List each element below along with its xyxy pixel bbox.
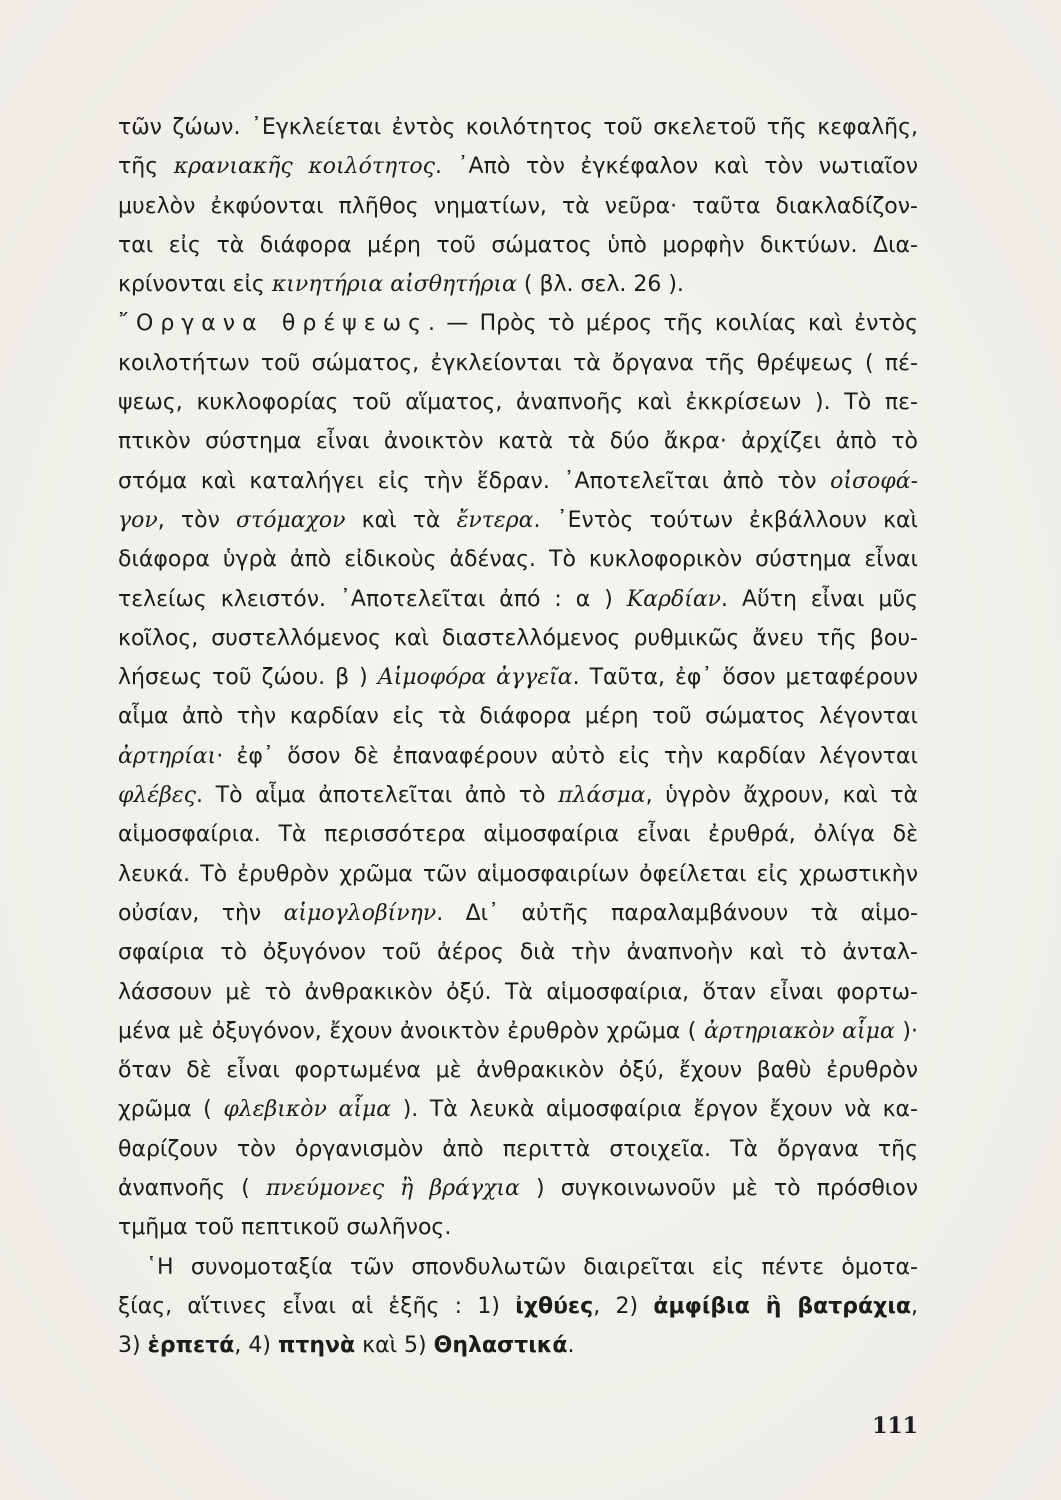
- text-line: λήσεως τοῦ ζώου. β ) Αἱμοφόρα ἀγγεῖα. Ταῦτα, ἐφ᾿ ὅσον μεταφέρουν: [118, 665, 918, 691]
- text-line: ται εἰς τὰ διάφορα μέρη τοῦ σώματος ὑπὸ μορφὴν δικτύων. Δια-: [118, 232, 918, 258]
- text-line: γον, τὸν στόμαχον καὶ τὰ ἔντερα. ᾿Εντὸς τούτων ἐκβάλλουν καὶ: [118, 507, 918, 533]
- term-arterial-blood: ἀρτηριακὸν αἷμα: [703, 1018, 895, 1044]
- term-blood-vessels: Αἱμοφόρα ἀγγεῖα: [377, 665, 573, 691]
- text-line: ἀναπνοῆς ( πνεύμονες ἢ βράγχια ) συγκοινωνοῦν μὲ τὸ πρόσθιον: [118, 1176, 918, 1202]
- term-motor-sensory: κινητήρια αἰσθητήρια: [271, 272, 517, 298]
- section-heading-line: ῎Οργανα θρέψεως. — Πρὸς τὸ μέρος τῆς κοιλίας καὶ ἐντὸς: [118, 311, 918, 337]
- text-line: μένα μὲ ὀξυγόνον, ἔχουν ἀνοικτὸν ἐρυθρὸν χρῶμα ( ἀρτηριακὸν αἷμα )·: [118, 1018, 918, 1044]
- text-line: λευκά. Τὸ ἐρυθρὸν χρῶμα τῶν αἱμοσφαιρίων ὀφείλεται εἰς χρωστικὴν: [118, 861, 918, 887]
- term-plasma: πλάσμα: [558, 783, 646, 809]
- text-line: διάφορα ὑγρὰ ἀπὸ εἰδικοὺς ἀδένας. Τὸ κυκλοφορικὸν σύστημα εἶναι: [118, 547, 918, 573]
- text-line: φλέβες. Τὸ αἷμα ἀποτελεῖται ἀπὸ τὸ πλάσμα, ὑγρὸν ἄχρουν, καὶ τὰ: [118, 783, 918, 809]
- text-line: αἱμοσφαίρια. Τὰ περισσότερα αἱμοσφαίρια εἶναι ἐρυθρά, ὀλίγα δὲ: [118, 822, 918, 848]
- text-line: ὅταν δὲ εἶναι φορτωμένα μὲ ἀνθρακικὸν ὀξύ, ἔχουν βαθὺ ἐρυθρὸν: [118, 1058, 918, 1084]
- text-line: τῶν ζώων. ᾿Εγκλείεται ἐντὸς κοιλότητος τοῦ σκελετοῦ τῆς κεφαλῆς,: [118, 115, 918, 140]
- term-fishes: ἰχθύες: [515, 1293, 594, 1319]
- term-lungs-gills: πνεύμονες ἢ βράγχια: [265, 1176, 520, 1202]
- text-line: στόμα καὶ καταλήγει εἰς τὴν ἕδραν. ᾿Αποτελεῖται ἀπὸ τὸν οἰσοφά-: [118, 468, 918, 494]
- text-line: ἀρτηρίαι· ἐφ᾿ ὅσον δὲ ἐπαναφέρουν αὐτὸ εἰς τὴν καρδίαν λέγονται: [118, 743, 918, 769]
- text-line: 3) ἑρπετά, 4) πτηνὰ καὶ 5) Θηλαστικά.: [118, 1333, 575, 1359]
- text-line: τῆς κρανιακῆς κοιλότητος. ᾿Απὸ τὸν ἐγκέφαλον καὶ τὸν νωτιαῖον: [118, 154, 918, 180]
- term-intestines: ἔντερα: [456, 507, 534, 533]
- text-line: αἷμα ἀπὸ τὴν καρδίαν εἰς τὰ διάφορα μέρη τοῦ σώματος λέγονται: [118, 704, 918, 730]
- text-line: κοῖλος, συστελλόμενος καὶ διαστελλόμενος ρυθμικῶς ἄνευ τῆς βου-: [118, 625, 918, 651]
- term-venous-blood: φλεβικὸν αἷμα: [223, 1097, 392, 1123]
- text-line: κοιλοτήτων τοῦ σώματος, ἐγκλείονται τὰ ὄργανα τῆς θρέψεως ( πέ-: [118, 350, 918, 376]
- text-line: τελείως κλειστόν. ᾿Αποτελεῖται ἀπό : α ) Καρδίαν. Αὕτη εἶναι μῦς: [118, 586, 918, 612]
- page-number: 111: [872, 1413, 918, 1439]
- term-cranial-cavity: κρανιακῆς κοιλότητος: [173, 154, 435, 180]
- text-line: πτικὸν σύστημα εἶναι ἀνοικτὸν κατὰ τὰ δύο ἄκρα· ἀρχίζει ἀπὸ τὸ: [118, 429, 918, 455]
- body-text: [118, 108, 918, 1366]
- term-esophagus: οἰσοφά-: [830, 468, 918, 494]
- text-line: οὐσίαν, τὴν αἱμογλοβίνην. Δι᾿ αὐτῆς παραλαμβάνουν τὰ αἱμο-: [118, 900, 918, 926]
- text-line: θαρίζουν τὸν ὀργανισμὸν ἀπὸ περιττὰ στοιχεῖα. Τὰ ὄργανα τῆς: [118, 1136, 918, 1162]
- term-birds: πτηνὰ: [277, 1333, 356, 1359]
- text-line: σφαίρια τὸ ὀξυγόνον τοῦ ἀέρος διὰ τὴν ἀναπνοὴν καὶ τὸ ἀνταλ-: [118, 940, 918, 966]
- section-heading: ῎Οργανα θρέψεως: [118, 311, 428, 337]
- text-line: χρῶμα ( φλεβικὸν αἷμα ). Τὰ λευκὰ αἱμοσφαίρια ἔργον ἔχουν νὰ κα-: [118, 1097, 918, 1123]
- term-heart: Καρδίαν: [626, 586, 722, 612]
- text-line: μυελὸν ἐκφύονται πλῆθος νηματίων, τὰ νεῦρα· ταῦτα διακλαδίζον-: [118, 193, 918, 219]
- text-line: ξίας, αἵτινες εἶναι αἱ ἑξῆς : 1) ἰχθύες, 2) ἀμφίβια ἢ βατράχια,: [118, 1293, 918, 1319]
- text-line: ψεως, κυκλοφορίας τοῦ αἵματος, ἀναπνοῆς καὶ ἐκκρίσεων ). Τὸ πε-: [118, 390, 918, 416]
- term-mammals: Θηλαστικά: [433, 1333, 568, 1359]
- term-stomach: στόμαχον: [236, 507, 346, 533]
- term-arteries: ἀρτηρίαι: [118, 743, 217, 769]
- term-amphibians: ἀμφίβια ἢ βατράχια: [653, 1293, 912, 1319]
- term-veins: φλέβες: [118, 783, 196, 809]
- text-line: λάσσουν μὲ τὸ ἀνθρακικὸν ὀξύ. Τὰ αἱμοσφαίρια, ὅταν εἶναι φορτω-: [118, 979, 918, 1005]
- text-line: τμῆμα τοῦ πεπτικοῦ σωλῆνος.: [118, 1215, 452, 1241]
- term-hemoglobin: αἱμογλοβίνην: [283, 900, 437, 926]
- term-reptiles: ἑρπετά: [147, 1333, 235, 1359]
- text-line: ῾Η συνομοταξία τῶν σπονδυλωτῶν διαιρεῖται εἰς πέντε ὁμοτα-: [146, 1254, 918, 1280]
- text-line: κρίνονται εἰς κινητήρια αἰσθητήρια ( βλ. σελ. 26 ).: [118, 272, 684, 298]
